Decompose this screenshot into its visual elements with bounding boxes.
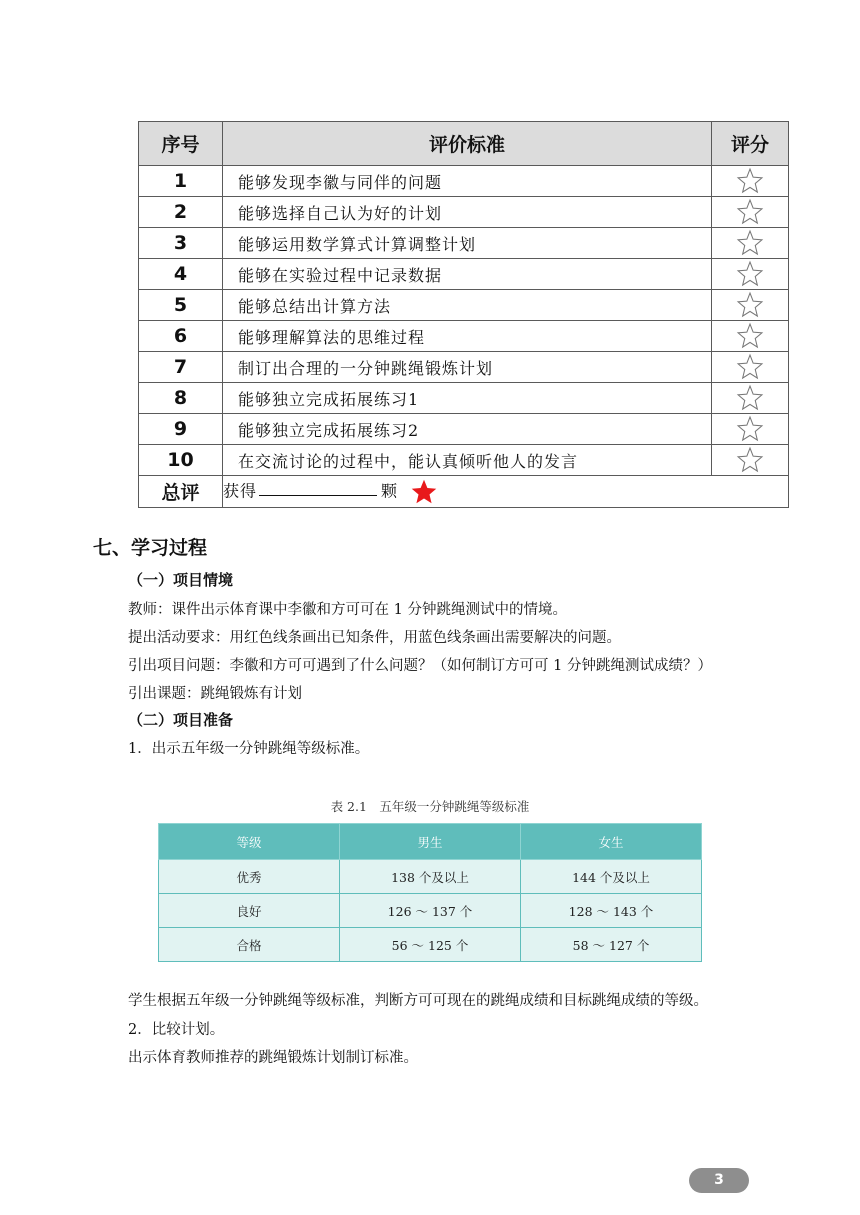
paragraph-teacher: 教师：课件出示体育课中李徽和方可可在 1 分钟跳绳测试中的情境。 xyxy=(128,602,567,618)
paragraph-step2: 2．比较计划。 xyxy=(128,1022,225,1038)
paragraph-topic: 引出课题：跳绳锻炼有计划 xyxy=(128,686,302,702)
grade-header-boys: 男生 xyxy=(340,824,521,860)
paragraph-standard: 出示体育教师推荐的跳绳锻炼计划制订标准。 xyxy=(128,1050,418,1066)
evaluation-row xyxy=(139,321,789,352)
star-outline-icon[interactable] xyxy=(736,291,764,319)
evaluation-header-row xyxy=(139,122,789,166)
grade-header-row xyxy=(159,824,702,860)
grade-cell: 良好 xyxy=(159,894,340,928)
paragraph-step1: 1．出示五年级一分钟跳绳等级标准。 xyxy=(128,741,370,757)
grade-cell: 126 ～ 137 个 xyxy=(340,894,521,928)
row-index: 6 xyxy=(139,321,223,352)
star-outline-icon[interactable] xyxy=(736,198,764,226)
evaluation-row xyxy=(139,414,789,445)
total-suffix: 颗 xyxy=(381,481,399,500)
grade-row-pass xyxy=(159,928,702,962)
row-criteria: 制订出合理的一分钟跳绳锻炼计划 xyxy=(223,352,712,383)
grade-cell: 128 ～ 143 个 xyxy=(521,894,702,928)
star-outline-icon[interactable] xyxy=(736,322,764,350)
row-index: 1 xyxy=(139,166,223,197)
row-criteria: 能够独立完成拓展练习1 xyxy=(223,383,712,414)
grade-cell: 56 ～ 125 个 xyxy=(340,928,521,962)
row-index: 10 xyxy=(139,445,223,476)
star-outline-icon[interactable] xyxy=(736,167,764,195)
row-score[interactable] xyxy=(712,321,789,352)
total-cell xyxy=(223,476,789,508)
total-label: 总评 xyxy=(139,476,223,508)
row-index: 7 xyxy=(139,352,223,383)
evaluation-row xyxy=(139,352,789,383)
row-index: 8 xyxy=(139,383,223,414)
star-filled-icon xyxy=(410,478,438,506)
star-outline-icon[interactable] xyxy=(736,415,764,443)
grade-table xyxy=(158,823,702,962)
grade-cell: 合格 xyxy=(159,928,340,962)
evaluation-row xyxy=(139,166,789,197)
row-score[interactable] xyxy=(712,352,789,383)
paragraph-requirement: 提出活动要求：用红色线条画出已知条件，用蓝色线条画出需要解决的问题。 xyxy=(128,630,621,646)
row-criteria: 能够独立完成拓展练习2 xyxy=(223,414,712,445)
row-score[interactable] xyxy=(712,445,789,476)
row-index: 3 xyxy=(139,228,223,259)
grade-cell: 138 个及以上 xyxy=(340,860,521,894)
row-score[interactable] xyxy=(712,197,789,228)
row-score[interactable] xyxy=(712,414,789,445)
subsection-preparation: （二）项目准备 xyxy=(128,711,234,729)
star-outline-icon[interactable] xyxy=(736,260,764,288)
grade-row-excellent xyxy=(159,860,702,894)
header-index: 序号 xyxy=(139,122,223,166)
grade-cell: 144 个及以上 xyxy=(521,860,702,894)
evaluation-row xyxy=(139,290,789,321)
total-prefix: 获得 xyxy=(223,481,258,500)
star-outline-icon[interactable] xyxy=(736,229,764,257)
star-outline-icon[interactable] xyxy=(736,384,764,412)
evaluation-row xyxy=(139,383,789,414)
grade-header-level: 等级 xyxy=(159,824,340,860)
star-outline-icon[interactable] xyxy=(736,446,764,474)
row-score[interactable] xyxy=(712,383,789,414)
row-criteria: 能够理解算法的思维过程 xyxy=(223,321,712,352)
section-title: 七、学习过程 xyxy=(93,537,208,559)
grade-cell: 58 ～ 127 个 xyxy=(521,928,702,962)
total-row xyxy=(139,476,789,508)
header-score: 评分 xyxy=(712,122,789,166)
row-index: 5 xyxy=(139,290,223,321)
star-outline-icon[interactable] xyxy=(736,353,764,381)
row-criteria: 在交流讨论的过程中，能认真倾听他人的发言 xyxy=(223,445,712,476)
row-score[interactable] xyxy=(712,259,789,290)
evaluation-row xyxy=(139,445,789,476)
row-score[interactable] xyxy=(712,228,789,259)
page-number: 3 xyxy=(689,1168,749,1193)
row-criteria: 能够总结出计算方法 xyxy=(223,290,712,321)
header-criteria: 评价标准 xyxy=(223,122,712,166)
row-index: 9 xyxy=(139,414,223,445)
grade-row-good xyxy=(159,894,702,928)
answer-blank[interactable] xyxy=(259,481,377,496)
paragraph-judge: 学生根据五年级一分钟跳绳等级标准，判断方可可现在的跳绳成绩和目标跳绳成绩的等级。 xyxy=(128,993,708,1009)
row-index: 2 xyxy=(139,197,223,228)
grade-header-girls: 女生 xyxy=(521,824,702,860)
evaluation-row xyxy=(139,197,789,228)
row-criteria: 能够运用数学算式计算调整计划 xyxy=(223,228,712,259)
grade-table-caption: 表 2.1 五年级一分钟跳绳等级标准 xyxy=(330,799,530,814)
row-score[interactable] xyxy=(712,166,789,197)
paragraph-problem: 引出项目问题：李徽和方可可遇到了什么问题？（如何制订方可可 1 分钟跳绳测试成绩？） xyxy=(128,658,712,674)
evaluation-table xyxy=(138,121,789,508)
grade-cell: 优秀 xyxy=(159,860,340,894)
row-criteria: 能够在实验过程中记录数据 xyxy=(223,259,712,290)
subsection-situation: （一）项目情境 xyxy=(128,571,234,589)
evaluation-row xyxy=(139,228,789,259)
row-criteria: 能够发现李徽与同伴的问题 xyxy=(223,166,712,197)
row-index: 4 xyxy=(139,259,223,290)
row-criteria: 能够选择自己认为好的计划 xyxy=(223,197,712,228)
evaluation-row xyxy=(139,259,789,290)
row-score[interactable] xyxy=(712,290,789,321)
